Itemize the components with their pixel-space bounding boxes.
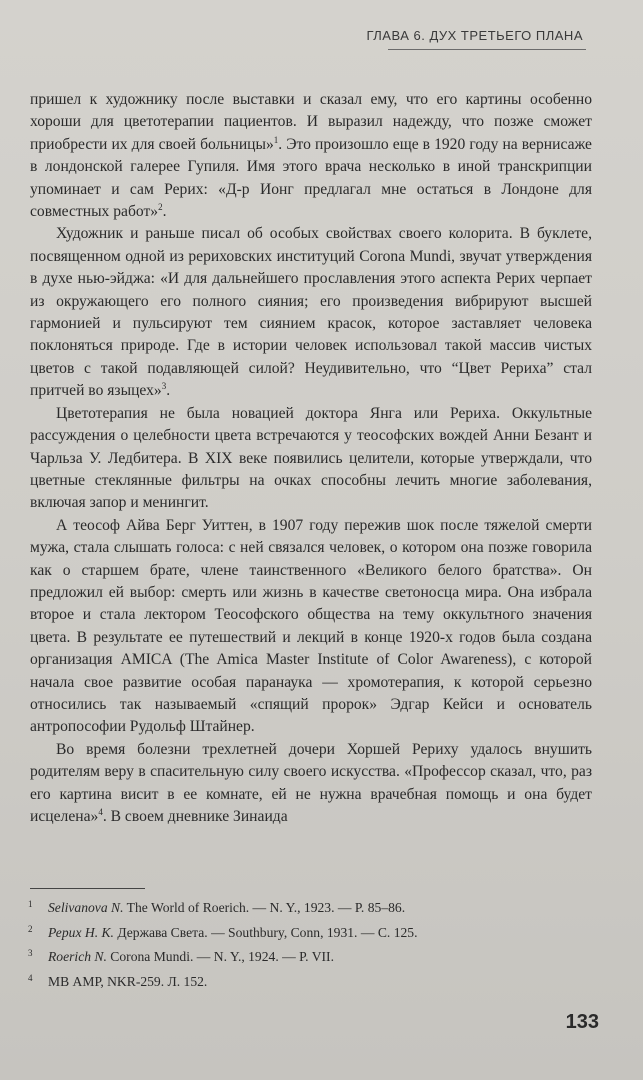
paragraph-3: Цветотерапия не была новацией доктора Янга или Рериха. Оккультные рассуждения о целебности цвета встречаются у теософских вождей Анни Безант и Чарльза У. Ледбитера. В XIX веке появились целители, которые утверждали, что цветные стеклянные фильтры на очках способны лечить многие заболевания, включая запор и менингит.: [30, 404, 592, 512]
body-text: [30, 89, 592, 828]
footnotes: [28, 896, 588, 994]
paragraph-4: А теософ Айва Берг Уиттен, в 1907 году пережив шок после тяжелой смерти мужа, стала слышать голоса: с ней связался человек, о котором она позже говорила как о старшем брате, члене таинственного «Великого белого братства». Он предложил ей выбор: смерть или жизнь в качестве светоносца мира. Она избрала второе и стала лектором Теософского общества на тему оккультного значения цвета. В результате ее путешествий и лекций в конце 1920-х годов была создана организация AMICA (The Amica Master Institute of Color Awareness), с которой начала свое развитие особая паранаука — хромотерапия, к которой серьезно относились так называемый «спящий пророк» Эдгар Кейси и основатель антропософии Рудольф Штайнер.: [30, 516, 592, 736]
footnote-ref-3: 3: [161, 381, 167, 392]
footnote-3: 3 Roerich N. Corona Mundi. — N. Y., 1924. — P. VII.: [28, 948, 334, 964]
footnote-rule: [30, 888, 145, 889]
header-rule: [388, 49, 586, 50]
running-header: ГЛАВА 6. ДУХ ТРЕТЬЕГО ПЛАНА: [366, 28, 583, 43]
footnote-1: 1 Selivanova N. The World of Roerich. — N. Y., 1923. — P. 85–86.: [28, 899, 406, 915]
paragraph-1: пришел к художнику после выставки и сказал ему, что его картины особенно хороши для цветотерапии пациентов. И выразил надежду, что позже сможет приобрести их для своей больницы»$^1$. Это произошло еще в 1920 году на вернисаже в лондонской галерее Гупиля. Имя этого врача несколько в иной транскрипции упоминает и сам Рерих: «Д-р Ионг предлагал мне остаться в Лондоне для совместных работ»$^2$.: [30, 91, 592, 221]
footnote-ref-1: 1: [273, 134, 279, 145]
footnote-ref-4: 4: [98, 806, 103, 817]
paragraph-2: Художник и раньше писал об особых свойствах своего колорита. В буклете, посвященном одной из рериховских институций Corona Mundi, звучат утверждения в духе нью-эйджа: «И для дальнейшего прославления этого аспекта Рерих черпает из окружающего его полного сияния; его произведения вибрируют высшей гармонией и пульсируют тем сиянием красок, которое заставляет человека поклоняться природе. Где в истории человек использовал такой массив чистых цветов с такой подавляющей силой? Неудивительно, что “Цвет Рериха” стал притчей во языцех»$^3$.: [30, 225, 592, 400]
footnote-2: 2 Рерих Н. К. Держава Света. — Southbury, Conn, 1931. — С. 125.: [28, 923, 418, 940]
footnote-ref-2: 2: [158, 201, 163, 212]
paragraph-5: Во время болезни трехлетней дочери Хоршей Рериху удалось внушить родителям веру в спасительную силу своего искусства. «Профессор сказал, что, раз его картина висит в ее комнате, ей не нужна врачебная помощь и она будет исцелена»$^4$. В своем дневнике Зинаида: [30, 740, 592, 825]
footnote-4: 4 МВ АМР, NKR-259. Л. 152.: [28, 972, 208, 989]
page-number: 133: [565, 1011, 599, 1033]
